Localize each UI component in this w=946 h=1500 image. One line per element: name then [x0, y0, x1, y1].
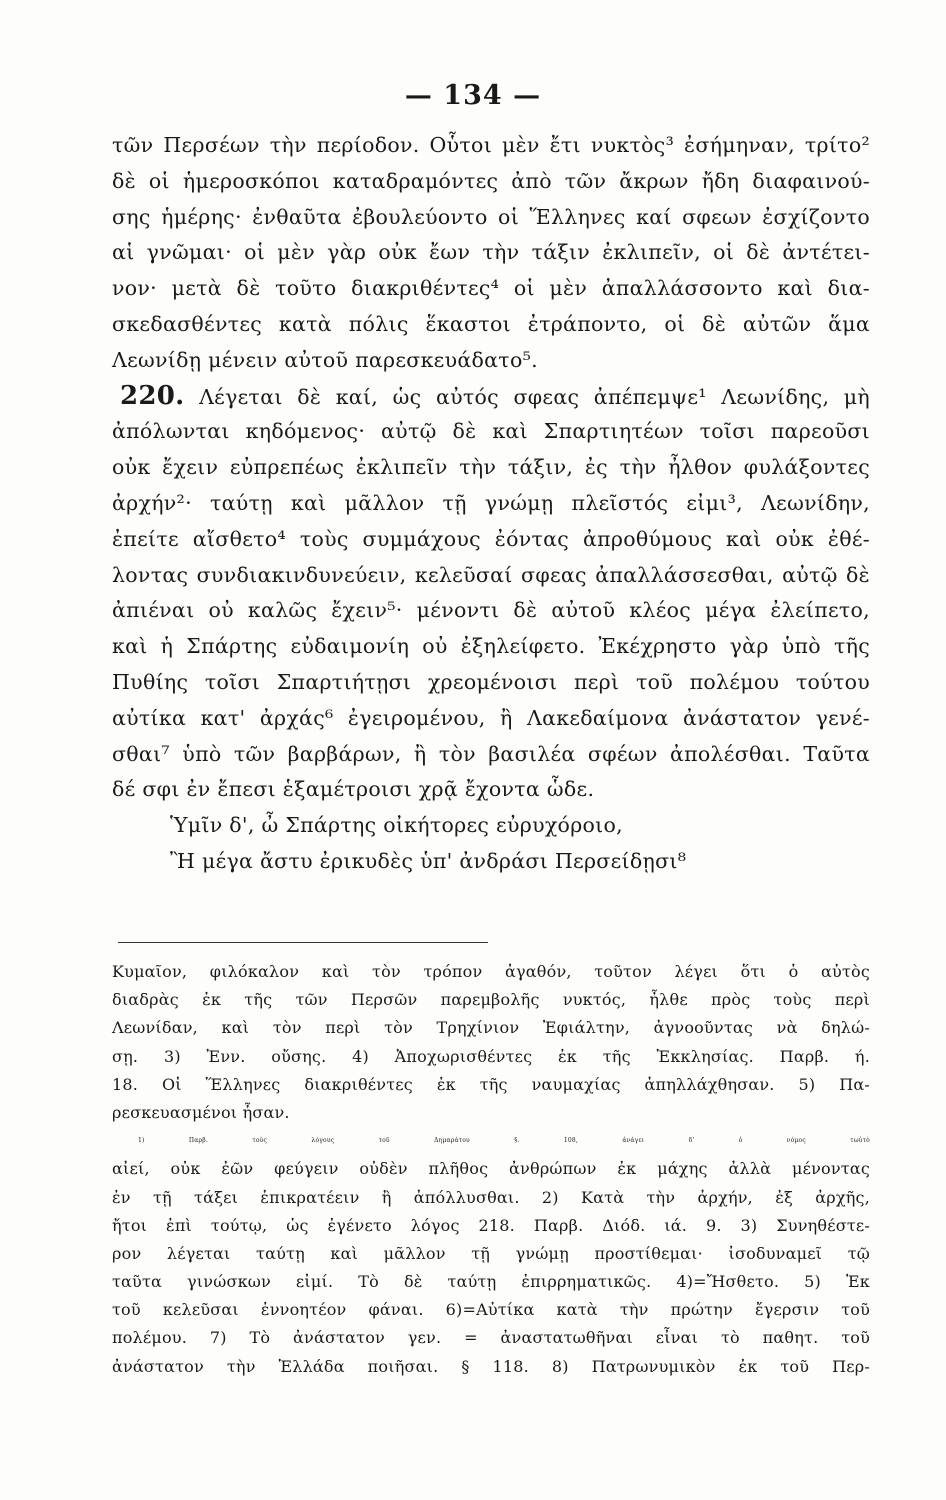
- text-line: δὲ οἱ ἡμεροσκόποι καταδραμόντες ἀπὸ τῶν ἄκρων ἤδη διαφαινού-: [112, 168, 870, 193]
- text-line: Λεωνίδῃ μένειν αὐτοῦ παρεσκευάδατο⁵.: [112, 347, 538, 372]
- section-number: 220.: [120, 380, 185, 411]
- footnote-line: Κυμαῖον, φιλόκαλον καὶ τὸν τρόπον ἀγαθόν, τοῦτον λέγει ὅτι ὁ αὐτὸς: [112, 962, 870, 981]
- footnote-line: τοῦ κελεῦσαι ἐννοητέον φάναι. 6)=Αὐτίκα κατὰ τὴν πρώτην ἔγερσιν τοῦ: [112, 1300, 870, 1320]
- footnote-line: αἰεί, οὐκ ἐῶν φεύγειν οὐδὲν πλῆθος ἀνθρώπων ἐκ μάχης ἀλλὰ μένοντας: [112, 1159, 870, 1179]
- text-line: λοντας συνδιακινδυνεύειν, κελεῦσαί σφεας ἀπαλλάσσεσθαι, αὐτῷ δὲ: [112, 562, 870, 587]
- text-line: ἀπιέναι οὐ καλῶς ἔχειν⁵· μένοντι δὲ αὐτοῦ κλέος μέγα ἐλείπετο,: [112, 598, 870, 623]
- footnote-line: ταῦτα γινώσκων εἰμί. Τὸ δὲ ταύτῃ ἐπιρρηματικῶς. 4)=Ἤσθετο. 5) Ἐκ: [112, 1272, 870, 1292]
- footnotes: [112, 958, 870, 1381]
- footnote-line: 1) Παρβ. τοὺς λόγους τοῦ Δημαράτου §. 108, ἀνάγει δ' ὁ νόμος τωὐτὸ: [138, 1137, 870, 1145]
- text-line: αὐτίκα κατ' ἀρχάς⁶ ἐγειρομένου, ἢ Λακεδαίμονα ἀνάστατον γενέ-: [112, 705, 870, 730]
- verse-line: Ἢ μέγα ἄστυ ἐρικυδὲς ὑπ' ἀνδράσι Περσείδῃσι⁸: [170, 848, 687, 873]
- text-line: Πυθίης τοῖσι Σπαρτιήτῃσι χρεομένοισι περὶ τοῦ πολέμου τούτου: [112, 669, 870, 694]
- footnote-line: 18. Οἱ Ἕλληνες διακριθέντες ἐκ τῆς ναυμαχίας ἀπηλλάχθησαν. 5) Πα-: [112, 1074, 870, 1094]
- footnote-line: ἐν τῇ τάξει ἐπικρατέειν ἢ ἀπόλλυσθαι. 2) Κατὰ τὴν ἀρχήν, ἐξ ἀρχῆς,: [112, 1187, 870, 1207]
- footnote-line: ἀνάστατον τὴν Ἑλλάδα ποιῆσαι. § 118. 8) Πατρωνυμικὸν ἐκ τοῦ Περ-: [112, 1356, 870, 1376]
- text-line: ἀπόλωνται κηδόμενος· αὐτῷ δὲ καὶ Σπαρτιητέων τοῖσι παρεοῦσι: [112, 419, 870, 444]
- footnote-line: σῃ. 3) Ἐνν. οὔσης. 4) Ἀποχωρισθέντες ἐκ τῆς Ἐκκλησίας. Παρβ. ή.: [112, 1046, 870, 1066]
- footnote-line: ἤτοι ἐπὶ τούτῳ, ὡς ἐγένετο λόγος 218. Παρβ. Διόδ. ιά. 9. 3) Συνηθέστε-: [112, 1215, 870, 1235]
- text-line: σθαι⁷ ὑπὸ τῶν βαρβάρων, ἢ τὸν βασιλέα σφέων ἀπολέσθαι. Ταῦτα: [112, 741, 870, 766]
- text-line: σκεδασθέντες κατὰ πόλις ἕκαστοι ἐτράποντο, οἱ δὲ αὐτῶν ἅμα: [112, 311, 870, 336]
- footnote-separator: [118, 942, 488, 943]
- page-number: — 134 —: [404, 80, 542, 111]
- main-text: [112, 128, 870, 880]
- text-line: δέ σφι ἐν ἔπεσι ἑξαμέτροισι χρᾷ ἔχοντα ὧδε.: [112, 777, 595, 802]
- text-line: ἐπείτε αἴσθετο⁴ τοὺς συμμάχους ἐόντας ἀπροθύμους καὶ οὐκ ἐθέ-: [112, 526, 870, 551]
- footnote-line: πολέμου. 7) Τὸ ἀνάστατον γεν. = ἀναστατωθῆναι εἶναι τὸ παθητ. τοῦ: [112, 1328, 870, 1348]
- text-line: αἱ γνῶμαι· οἱ μὲν γὰρ οὐκ ἔων τὴν τάξιν ἐκλιπεῖν, οἱ δὲ ἀντέτει-: [112, 240, 870, 265]
- footnote-line: ρον λέγεται ταύτῃ καὶ μᾶλλον τῇ γνώμῃ προστίθεμαι· ἰσοδυναμεῖ τῷ: [112, 1243, 870, 1263]
- text-line: 220. Λέγεται δὲ καί, ὡς αὐτός σφεας ἀπέπεμψε¹ Λεωνίδης, μὴ: [120, 380, 870, 411]
- text-line: καὶ ἡ Σπάρτης εὐδαιμονίη οὐ ἐξηλείφετο. Ἐκέχρηστο γὰρ ὑπὸ τῆς: [112, 634, 870, 659]
- text-line: σης ἡμέρης· ἐνθαῦτα ἐβουλεύοντο οἱ Ἕλληνες καί σφεων ἐσχίζοντο: [112, 204, 870, 229]
- footnote-line: Λεωνίδαν, καὶ τὸν περὶ τὸν Τρηχίνιον Ἐφιάλτην, ἀγνοοῦντας νὰ δηλώ-: [112, 1018, 870, 1038]
- text-line: ἀρχήν²· ταύτῃ καὶ μᾶλλον τῇ γνώμῃ πλεῖστός εἰμι³, Λεωνίδην,: [112, 490, 870, 515]
- footnote-line: ρεσκευασμένοι ἦσαν.: [112, 1102, 290, 1122]
- text-line: τῶν Περσέων τὴν περίοδον. Οὗτοι μὲν ἔτι νυκτὸς³ ἐσήμηναν, τρίτο²: [112, 133, 870, 157]
- footnote-line: διαδρὰς ἐκ τῆς τῶν Περσῶν παρεμβολῆς νυκτός, ἦλθε πρὸς τοὺς περὶ: [112, 990, 870, 1010]
- text-line: νον· μετὰ δὲ τοῦτο διακριθέντες⁴ οἱ μὲν ἀπαλλάσσοντο καὶ δια-: [112, 276, 870, 301]
- text-line: οὐκ ἔχειν εὐπρεπέως ἐκλιπεῖν τὴν τάξιν, ἐς τὴν ἦλθον φυλάξοντες: [112, 455, 870, 480]
- verse-line: Ὑμῖν δ', ὦ Σπάρτης οἰκήτορες εὐρυχόροιο,: [170, 813, 623, 838]
